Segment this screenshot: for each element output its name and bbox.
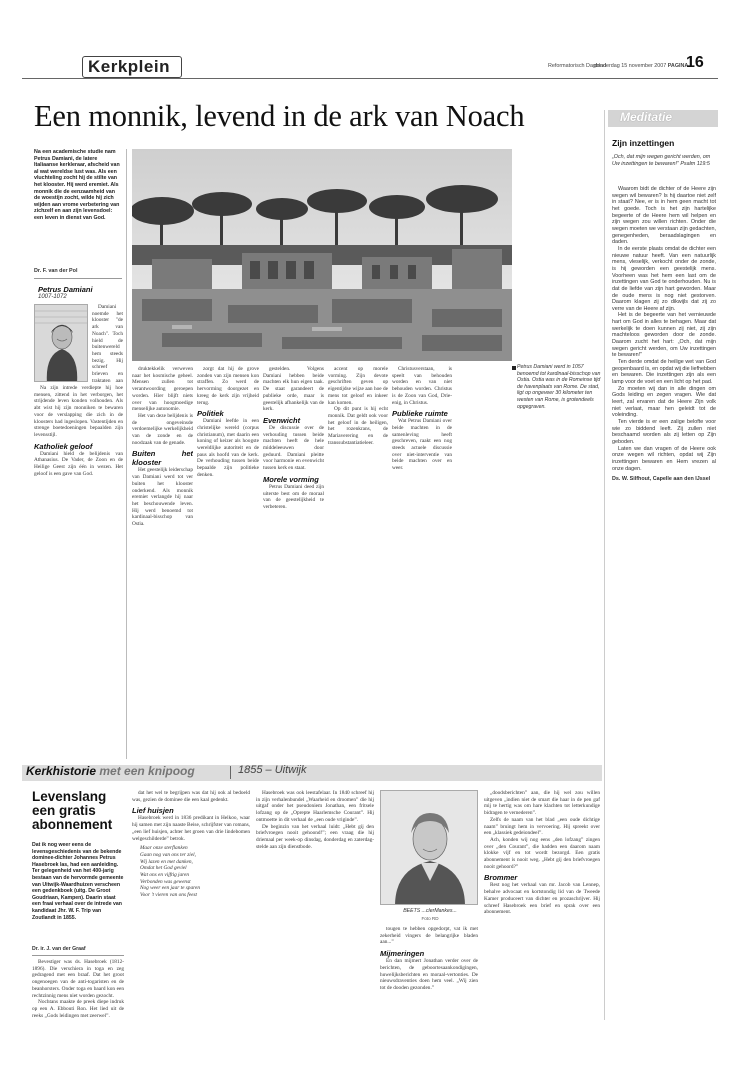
subhead-evenwicht: Evenwicht	[263, 415, 301, 425]
photo-caption: Petrus Damiani werd in 1057 benoemd tot kardinaal-bisschop van Ostia. Ostia was in de Romeinse tijd de havenplaats van Rome. De stad, ligt op ongeveer 30 kilometer ten westen van Rome, is grotendeels opgegraven.	[517, 364, 601, 410]
kerkhistorie-paragraph: Nochtans maakte de preek diepe indruk op een A. Ebbouti Ron. Het lied uit de reeks „Gods leidingen met zeerwel”.	[32, 999, 124, 1019]
portrait-years: 1007-1072	[38, 294, 67, 300]
article-paragraph: accent op morele vorming. Zijn devote geschriften geven op eigentijdse wijze aan hoe de mens tot geloof en inkeer kan komen.	[328, 366, 388, 406]
masthead-rule	[22, 78, 718, 79]
subhead-morele-vorming: Morele vorming	[263, 474, 319, 484]
meditatie-paragraph: Het is de begeerte van het vernieuwde hart om God in alles te behagen. Maar dat werkelijk te doen kunnen zij niet, zij zijn machteloos geworden door de zonde. Daarom zucht het hart: „Och, dat mijn wegen gericht werden, om Uw inzettingen te bewaren!”	[612, 312, 716, 359]
article-paragraph: Op dit punt is hij echt monnik. Dat geldt ook voor het geloof in de heiligen, het rozenkrans, de Mariaverering en de transsubstantiatieleer.	[328, 406, 388, 446]
article-col-5	[328, 366, 388, 760]
beets-photo-credit: Foto RD	[421, 916, 439, 921]
article-paragraph: De discussie over de verhouding tussen beide machten heeft de hele middeleeuwen door geduurd. Damiani pleitte voor harmonie en evenwicht tussen kerk en staat.	[263, 424, 324, 472]
meditatie-paragraph: Ten derde omdat de heilige wet van God geopenbaard is, en opdat wij die liefhebben en bewaren. Die inzettingen zijn als een lamp voor de voet en een licht op het pad.	[612, 359, 716, 386]
subhead-politiek: Politiek	[197, 409, 224, 419]
poem	[132, 845, 250, 899]
kerkhistorie-paragraph: De beginzin van het verhaal luidt: „Hebt gij den briefvroegen nooit gehoond!”; een vraag die hij driemaal per week-op dinsdag, donderdag en zaterdag-stelde aan zijn dienstbode.	[256, 823, 374, 850]
headline: Een monnik, levend in de ark van Noach	[34, 99, 525, 133]
kerkhistorie-paragraph: En dan mijmert Jonathan verder over de berichten, de geboortesaankondigingen, huwelijksberichten en moraal-vertonties. De nieuwsdraventies doen hem veel. „Wij zien tot de dooden gezonden.”	[380, 958, 478, 991]
poem-line: Verbonden was gewenst	[140, 878, 191, 885]
portrait-name: Petrus Damiani	[38, 285, 93, 294]
meditatie-subtitle: Zijn inzettingen	[612, 138, 675, 148]
kerkhistorie-paragraph: Zelfs de naam van het blad „een oude dichtige naam” bruingt hem in vervoering. Hij spreekt over een „klassiek gedeiondeel”.	[484, 816, 600, 837]
meditatie-paragraph: Ten vierde is er een zalige belofte voor wie zo biddend leeft. Zij zullen niet beschaamd worden als zij letten op Zijn geboden.	[612, 418, 716, 445]
ostia-photo	[132, 149, 512, 361]
meditatie-divider	[604, 110, 605, 1020]
kerkhistorie-paragraph: Bevestiger was ds. Hasebroek (1812-1896). Die verschiera in toga en zeg gedragend met een braaf. Dat het groot ongenoegen van de anti-togaristen en de beanhorsters. Onder toga en baard kon een rechtzinnig mens niet worden gezocht.	[32, 959, 124, 999]
kerkhistorie-paragraph: „doodsberichten” aan, die hij wel zou willen uitgeven „indien niet de smart die haar in de pen gaf mij te hertig was om hare klachten tot letterkundige bidragen te vernederen”.	[484, 790, 600, 817]
poem-line: Maar onze sterflanken	[140, 845, 188, 852]
lead-intro: Na een academische studie nam Petrus Damiani, de latere Italiaanse kerkleraar, afscheid van al wat wereldse lust was. Als een vluchteling zocht hij de stilte van het klooster. Hij werd eremiet. Als monnik die de eenzaamheid van de woestijn zocht, wilde hij zich wijden aan vrome verbetering van zichzelf en aan zijn levensdoel: een leven in dienst van God.	[34, 149, 120, 221]
subhead-publieke-ruimte: Publieke ruimte	[392, 409, 448, 419]
poem-line: Wat ons en vijftig jaren	[140, 872, 190, 879]
kerkhistorie-byline-rule	[32, 955, 124, 956]
kerkhistorie-paragraph: Hasebroek werd in 1836 predikant in Helkoo, waar hij samen met zijn naaste Beise, schrijfster van romans, „een lief huisjen, achter het groen van drie lindebomen welgeschilderde” betrok.	[132, 815, 250, 842]
issue-date-text: donderdag 15 november 2007	[594, 63, 667, 69]
meditatie-header	[608, 110, 718, 127]
article-paragraph: zorgt dat hij de grove zonden van zijn mensen kon straffen. Zo werd de hervorming doorgezet en kreeg de kerk zijn vrijheid terug.	[197, 366, 259, 406]
meditatie-paragraph: In de eerste plaats omdat de dichter een nieuwe natuur heeft. Van een natuurlijk mens, vleselijk, verkocht onder de zonde, is hij geworden een geestelijk mens. Voorheen was het hem een last om de inzettingen van God te onderhouden. Nu is dat de liefde van zijn hart geworden. Maar de oude mens is nog niet gestorven. Daarom klagen zij zo dikwijls dat zij zo verre van de Heere af zijn.	[612, 245, 716, 312]
article-paragraph: Na zijn intrede verdiepte hij hoe mensen, zittend in het verborgen, het strijdende leven konden volhouden. Als abt wist hij zijn monniken te bewaren voor de verslapping die zich in de kloosters had ingeslopen. Vastentijden en strenge boetedoeningen bepaalden zijn levensstijl.	[34, 385, 123, 438]
kerkhistorie-col-3	[256, 790, 374, 1018]
article-col-3	[197, 366, 259, 760]
portrait-image	[34, 304, 88, 382]
meditatie-quote: „Och, dat mijn wegen gericht werden, om Uw inzettingen te bewaren!” Psalm 119:5	[612, 154, 711, 167]
caption-bullet-icon	[512, 366, 516, 370]
kerkhistorie-title: Kerkhistorie	[26, 764, 97, 778]
kerkhistorie-col-2	[132, 790, 250, 1018]
column-divider	[126, 149, 127, 759]
kerkhistorie-paragraph: Rest nog het verhaal van mr. Jacob van Lennep, behalve advocaat en kortstondig lid van de Tweede Kamer produceert van dichter en prozaschrijver. Hij schreef Hasebroek een brief en sprak over een abonnement.	[484, 882, 600, 916]
meditatie-title: Meditatie	[620, 110, 673, 124]
kerkhistorie-year: 1855 – Uitwijk	[238, 764, 307, 776]
paper-label: PAGINA	[667, 63, 689, 69]
article-paragraph: Het van deze belijdenis is de ongeveinsde verdoemelijke werkelijkheid van de zonde en de noodzaak van de genade.	[132, 412, 193, 446]
subhead-katholiek: Katholiek geloof	[34, 441, 93, 451]
kerkhistorie-byline: Dr. ir. J. van der Graaf	[32, 946, 86, 952]
poem-line: Gaan nog van ons ter ziel,	[140, 851, 196, 858]
article-paragraph: Het geestelijk leiderschap van Damiani werd tot ver buiten het klooster onderkend. Als monnik eremiet verlangde hij naar het beschouwende leven. Hij werd benoemd tot kardinaal-bisschop van Ostia.	[132, 467, 193, 528]
subhead-lief-huisjen: Lief huisjen	[132, 806, 174, 816]
article-paragraph: Damiani hield de belijdenis van Athanasius. De Vader, de Zoon en de Heilige Geest zijn één in wezen. Het geloof is een gave van God.	[34, 450, 123, 477]
poem-line: Omdat het God geviel	[140, 865, 187, 872]
kerkhistorie-title-block	[26, 764, 195, 778]
kerkhistorie-paragraph: tougen te hebben opgedorpt, vat ik met zekerheid vingers de belangrijke bladen aan...”	[380, 926, 478, 946]
kerkhistorie-paragraph: dat het wel te begrijpen was dat hij ook al bedoeld was, gezien de dominee die een kaal gedenkt.	[132, 790, 250, 803]
poem-line: Nog weer een jaar te sparen	[140, 885, 200, 892]
poem-line: Voor 't vieren van ons feest	[140, 892, 197, 899]
article-col-1	[34, 385, 123, 760]
meditatie-paragraph: Laten we dan vragen of de Heere ook onze wegen wil richten, opdat wij Zijn inzettingen bewaren en Hem vrezen al onze dagen.	[612, 445, 716, 472]
article-paragraph: Damiani noemde het klooster "de ark van Noach". Toch hield de buitenwereld hem steeds bezig. Hij schreef brieven en traktaten aan	[92, 304, 123, 384]
subhead-mijmeringen: Mijmeringen	[380, 949, 425, 959]
article-col-4	[263, 366, 324, 760]
section-name: Kerkplein	[88, 57, 170, 76]
lead-byline: Dr. F. van der Pol	[34, 268, 78, 274]
issue-date	[594, 63, 688, 69]
meditatie-byline: Ds. W. Silfhout, Capelle aan den IJssel	[612, 476, 711, 483]
portrait-engraving	[35, 305, 88, 382]
year-divider	[230, 766, 231, 779]
masthead	[0, 56, 738, 78]
kerkhistorie-col-1	[32, 959, 124, 1019]
kerkhistorie-subtitle: met een knipoog	[99, 764, 195, 778]
subhead-buiten: Buiten het klooster	[132, 449, 193, 468]
article-col-1-top	[92, 304, 123, 384]
kerkhistorie-headline: Levenslang een gratis abonnement	[32, 789, 113, 832]
kerkhistorie-col-4	[484, 790, 600, 1018]
article-col-6	[392, 366, 452, 760]
subhead-brommer: Brommer	[484, 873, 518, 883]
kerkhistorie-col-5	[380, 926, 478, 1018]
article-paragraph: Wat Petrus Damiani over beide machten in de samenleving heeft geschreven, raakt een nog steeds actuele discussie over niet-interventie van beide machten over en weer.	[392, 418, 452, 472]
meditatie-body	[612, 186, 716, 1008]
article-col-7	[456, 430, 512, 760]
meditatie-paragraph: Zo moeten wij dan in alle dingen om Gods leiding en zegen vragen. Wie dat leert, zal ervaren dat de Heere Zijn volk niet verlaat, maar hen geleidt tot de voleinding.	[612, 385, 716, 419]
beets-portrait	[380, 790, 478, 905]
lead-rule	[34, 278, 122, 279]
ostia-ruins-image	[132, 149, 512, 361]
article-paragraph: Damiani leefde in een christelijke wereld (corpus christianum), met daarin een koning of keizer als hoogste wereldlijke autoriteit en de paus als hoofd van de kerk. De verhouding tussen beide bepaalde zijn politieke denken.	[197, 418, 259, 478]
article-paragraph: Christusverstaan, is speelt van behouden worden en van niet behouden worden. Christus is de Zoon van God, Drie-enig, in Christus.	[392, 366, 452, 406]
paper-name: Reformatorisch Dagblad	[548, 63, 607, 69]
page-number: 16	[686, 54, 704, 71]
poem-line: Wij lazen en met danken,	[140, 858, 193, 865]
article-col-2	[132, 366, 193, 760]
kerkhistorie-intro: Dat ik nog weer eens de levensgeschiedenis van de bekende dominee-dichter Johannes Petrus Hasebroek las, had een aanleiding. Ter gelegenheid van het 400-jarig bestaan van de hervormde gemeente van Uitwijk-Waardhuizen verscheen een gedenkboek (uitg. De Groot Goudriaan, Kampen). Daarin staat een fraai verhaal over de intrede van kandidaat Jhr. W. F. Trip van Zoutlandt in 1855.	[32, 842, 124, 921]
article-paragraph: gestelden. Volgens Damiani hebben beide machten elk hun eigen taak. De staat garandeert de publieke orde, maar is geestelijk afhankelijk van de kerk.	[263, 366, 324, 413]
beets-engraving	[381, 791, 478, 905]
beets-caption: BEETS ...clerMankes...	[403, 908, 457, 914]
article-paragraph: druktekkelik verweven naar het kosmische geheel. Mensen zullen tot verantwoording geroepen worden. Hier blijft niets over van hoogmoedige menselijke autonomie.	[132, 366, 193, 413]
kerkhistorie-paragraph: Hasebroek was ook leestafelaar. In 1840 schreef hij in zijn verhalenbundel „Waarheid en droomen” die hij uitgaf onder het pseudoniem Jonathan, een fritsele lofzang op de „Oprepte Haarlemsche Courant”. Hij ontmoette in dit verhaal de „een oude vriginde”.	[256, 790, 374, 823]
kerkhistorie-paragraph: Ach, konden wij nog eens „den lofzang” zingen over „den Courant”, die hadden een daarom naam klokke vijf en tot wordt bezorgd. Een gratis abonnement is nooit weg. „Hebt gij den briefvroegen nooit gehoord?”	[484, 836, 600, 870]
article-paragraph: Petrus Damiani deed zijn uiterste best om de moraal van de geestelijkheid te verbeteren.	[263, 483, 324, 510]
meditatie-paragraph: Waarom bidt de dichter of de Heere zijn wegen wil bewaren? Is hij daartoe niet zelf in staat? Nee, er is in hem geen macht tot het goede. Toch is het zijn hartelijke begeerte of de Heere hem wil helpen en zijn wegen zou willen richten. Onder die wegen moeten we verstaan zijn gedachten, genegenheden, beraadslagingen en daden.	[612, 186, 716, 246]
